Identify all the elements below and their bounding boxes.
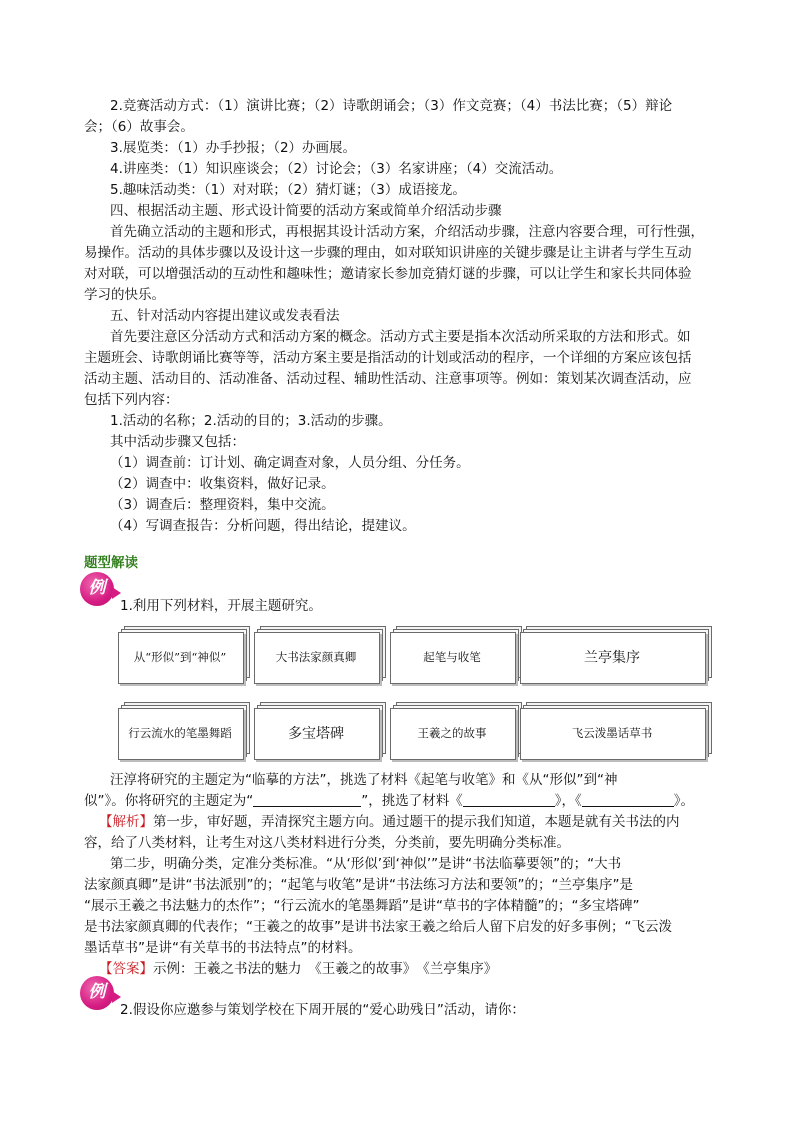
material-cards-row-2 [118,702,714,768]
material-card-label: 兰亭集序 [584,650,640,666]
paragraph-line: 1.活动的名称；2.活动的目的；3.活动的步骤。 [110,413,392,429]
paragraph-line: 2.竞赛活动方式：（1）演讲比赛；（2）诗歌朗诵会；（3）作文竞赛；（4）书法比赛；（5）辩论 [110,98,673,114]
stem-text: 》，《 [554,793,582,809]
list-item: （1）调查前：订计划、确定调查对象，人员分组、分任务。 [110,455,470,471]
analysis-tag: 【解析】 [99,814,153,830]
stem-text: ”，挑选了材料《 [361,793,463,809]
answer-text: 示例：王羲之书法的魅力 《王羲之的故事》 《兰亭集序》 [153,961,498,977]
paragraph-line: 首先要注意区分活动方式和活动方案的概念。活动方式主要是指本次活动所采取的方法和形式。如 [110,329,691,345]
material-card-label: 起笔与收笔 [423,650,481,664]
material-card [118,702,248,758]
material-card [390,702,520,758]
list-item: （4）写调查报告：分析问题，得出结论，提建议。 [110,518,416,534]
paragraph-line: 其中活动步骤又包括： [110,434,245,450]
analysis-line: “展示王羲之书法魅力的杰作”；“行云流水的笔墨舞蹈”是讲“草书的字体精髓”的；“多宝塔碑” [84,898,640,914]
example-badge-icon: 例 [80,976,114,1010]
heading-four: 四、根据活动主题、形式设计简要的活动方案或简单介绍活动步骤 [110,203,502,219]
material-card-label: 行云流水的笔墨舞蹈 [128,726,232,740]
paragraph-line: 学习的快乐。 [84,287,165,303]
example-badge-icon: 例 [80,572,114,606]
question-1-text: 1.利用下列材料，开展主题研究。 [120,598,322,614]
analysis-line: 墨话草书”是讲“有关草书的书法特点”的材料。 [84,940,362,956]
analysis-line: 是书法家颜真卿的代表作；“王羲之的故事”是讲书法家王羲之给后人留下启发的好多事例；“飞云泼 [84,919,672,935]
material-card [520,626,710,682]
list-item: （3）调查后：整理资料，集中交流。 [110,497,335,513]
analysis-line: 容，给了八类材料，让考生对这八类材料进行分类，分类前，要先明确分类标准。 [84,835,570,851]
answer-blank-topic[interactable] [253,792,361,807]
material-card-label: 王羲之的故事 [417,726,487,740]
stem-text: 》。 [673,793,694,809]
stem-text: 似”》。你将研究的主题定为“ [84,793,254,809]
paragraph-line: 首先确立活动的主题和形式，再根据其设计活动方案，介绍活动步骤，注意内容要合理，可行性强， [110,224,704,240]
question-1-stem-blanks [84,791,694,812]
analysis-text: 第一步，审好题，弄清探究主题方向。通过题干的提示我们知道，本题是就有关书法的内 [153,814,680,830]
paragraph-line: 4.讲座类：（1）知识座谈会；（2）讨论会；（3）名家讲座；（4）交流活动。 [110,161,563,177]
question-1-stem: 汪淳将研究的主题定为“临摹的方法”，挑选了材料《起笔与收笔》和《从“形似”到“神 [110,772,618,788]
paragraph-line: 主题班会、诗歌朗诵比赛等等，活动方案主要是指活动的计划或活动的程序，一个详细的方案应该包括 [84,350,692,366]
paragraph-line: 5.趣味活动类：（1）对对联；（2）猜灯谜；（3）成语接龙。 [110,182,466,198]
material-card-label: 多宝塔碑 [288,726,344,742]
answer-tag: 【答案】 [99,961,153,977]
analysis-line [99,812,680,833]
answer-line [99,959,497,980]
material-card-label: 大书法家颜真卿 [275,650,357,664]
material-card [118,626,248,682]
material-cards-row-1 [118,626,714,692]
heading-five: 五、针对活动内容提出建议或发表看法 [110,308,340,324]
list-item: （2）调查中：收集资料，做好记录。 [110,476,335,492]
analysis-line: 法家颜真卿”是讲“书法派别”的；“起笔与收笔”是讲“书法练习方法和要领”的；“兰亭集序”是 [84,877,633,893]
answer-blank-material-2[interactable] [582,792,674,807]
paragraph-line: 活动主题、活动目的、活动准备、活动过程、辅助性活动、注意事项等。例如：策划某次调查活动，应 [84,371,692,387]
material-card [254,626,384,682]
material-card-label: 飞云泼墨话草书 [571,726,653,740]
analysis-line: 第二步，明确分类，定准分类标准。“从‘形似’到‘神似’”是讲“书法临摹要领”的；“大书 [110,856,622,872]
material-card [254,702,384,758]
paragraph-line: 包括下列内容： [84,392,179,408]
section-title: 题型解读 [84,555,138,571]
paragraph-line: 3.展览类：（1）办手抄报；（2）办画展。 [110,140,357,156]
paragraph-line: 会；（6）故事会。 [84,119,194,135]
paragraph-line: 对对联，可以增强活动的互动性和趣味性；邀请家长参加竞猜灯谜的步骤，可以让学生和家长共同体验 [84,266,692,282]
material-card [390,626,520,682]
material-card [520,702,710,758]
paragraph-line: 易操作。活动的具体步骤以及设计这一步骤的理由，如对联知识讲座的关键步骤是让主讲者与学生互动 [84,245,692,261]
answer-blank-material-1[interactable] [463,792,555,807]
question-2-text: 2.假设你应邀参与策划学校在下周开展的“爱心助残日”活动，请你： [120,1002,525,1018]
material-card-label: 从“形似”到“神似” [133,650,227,664]
